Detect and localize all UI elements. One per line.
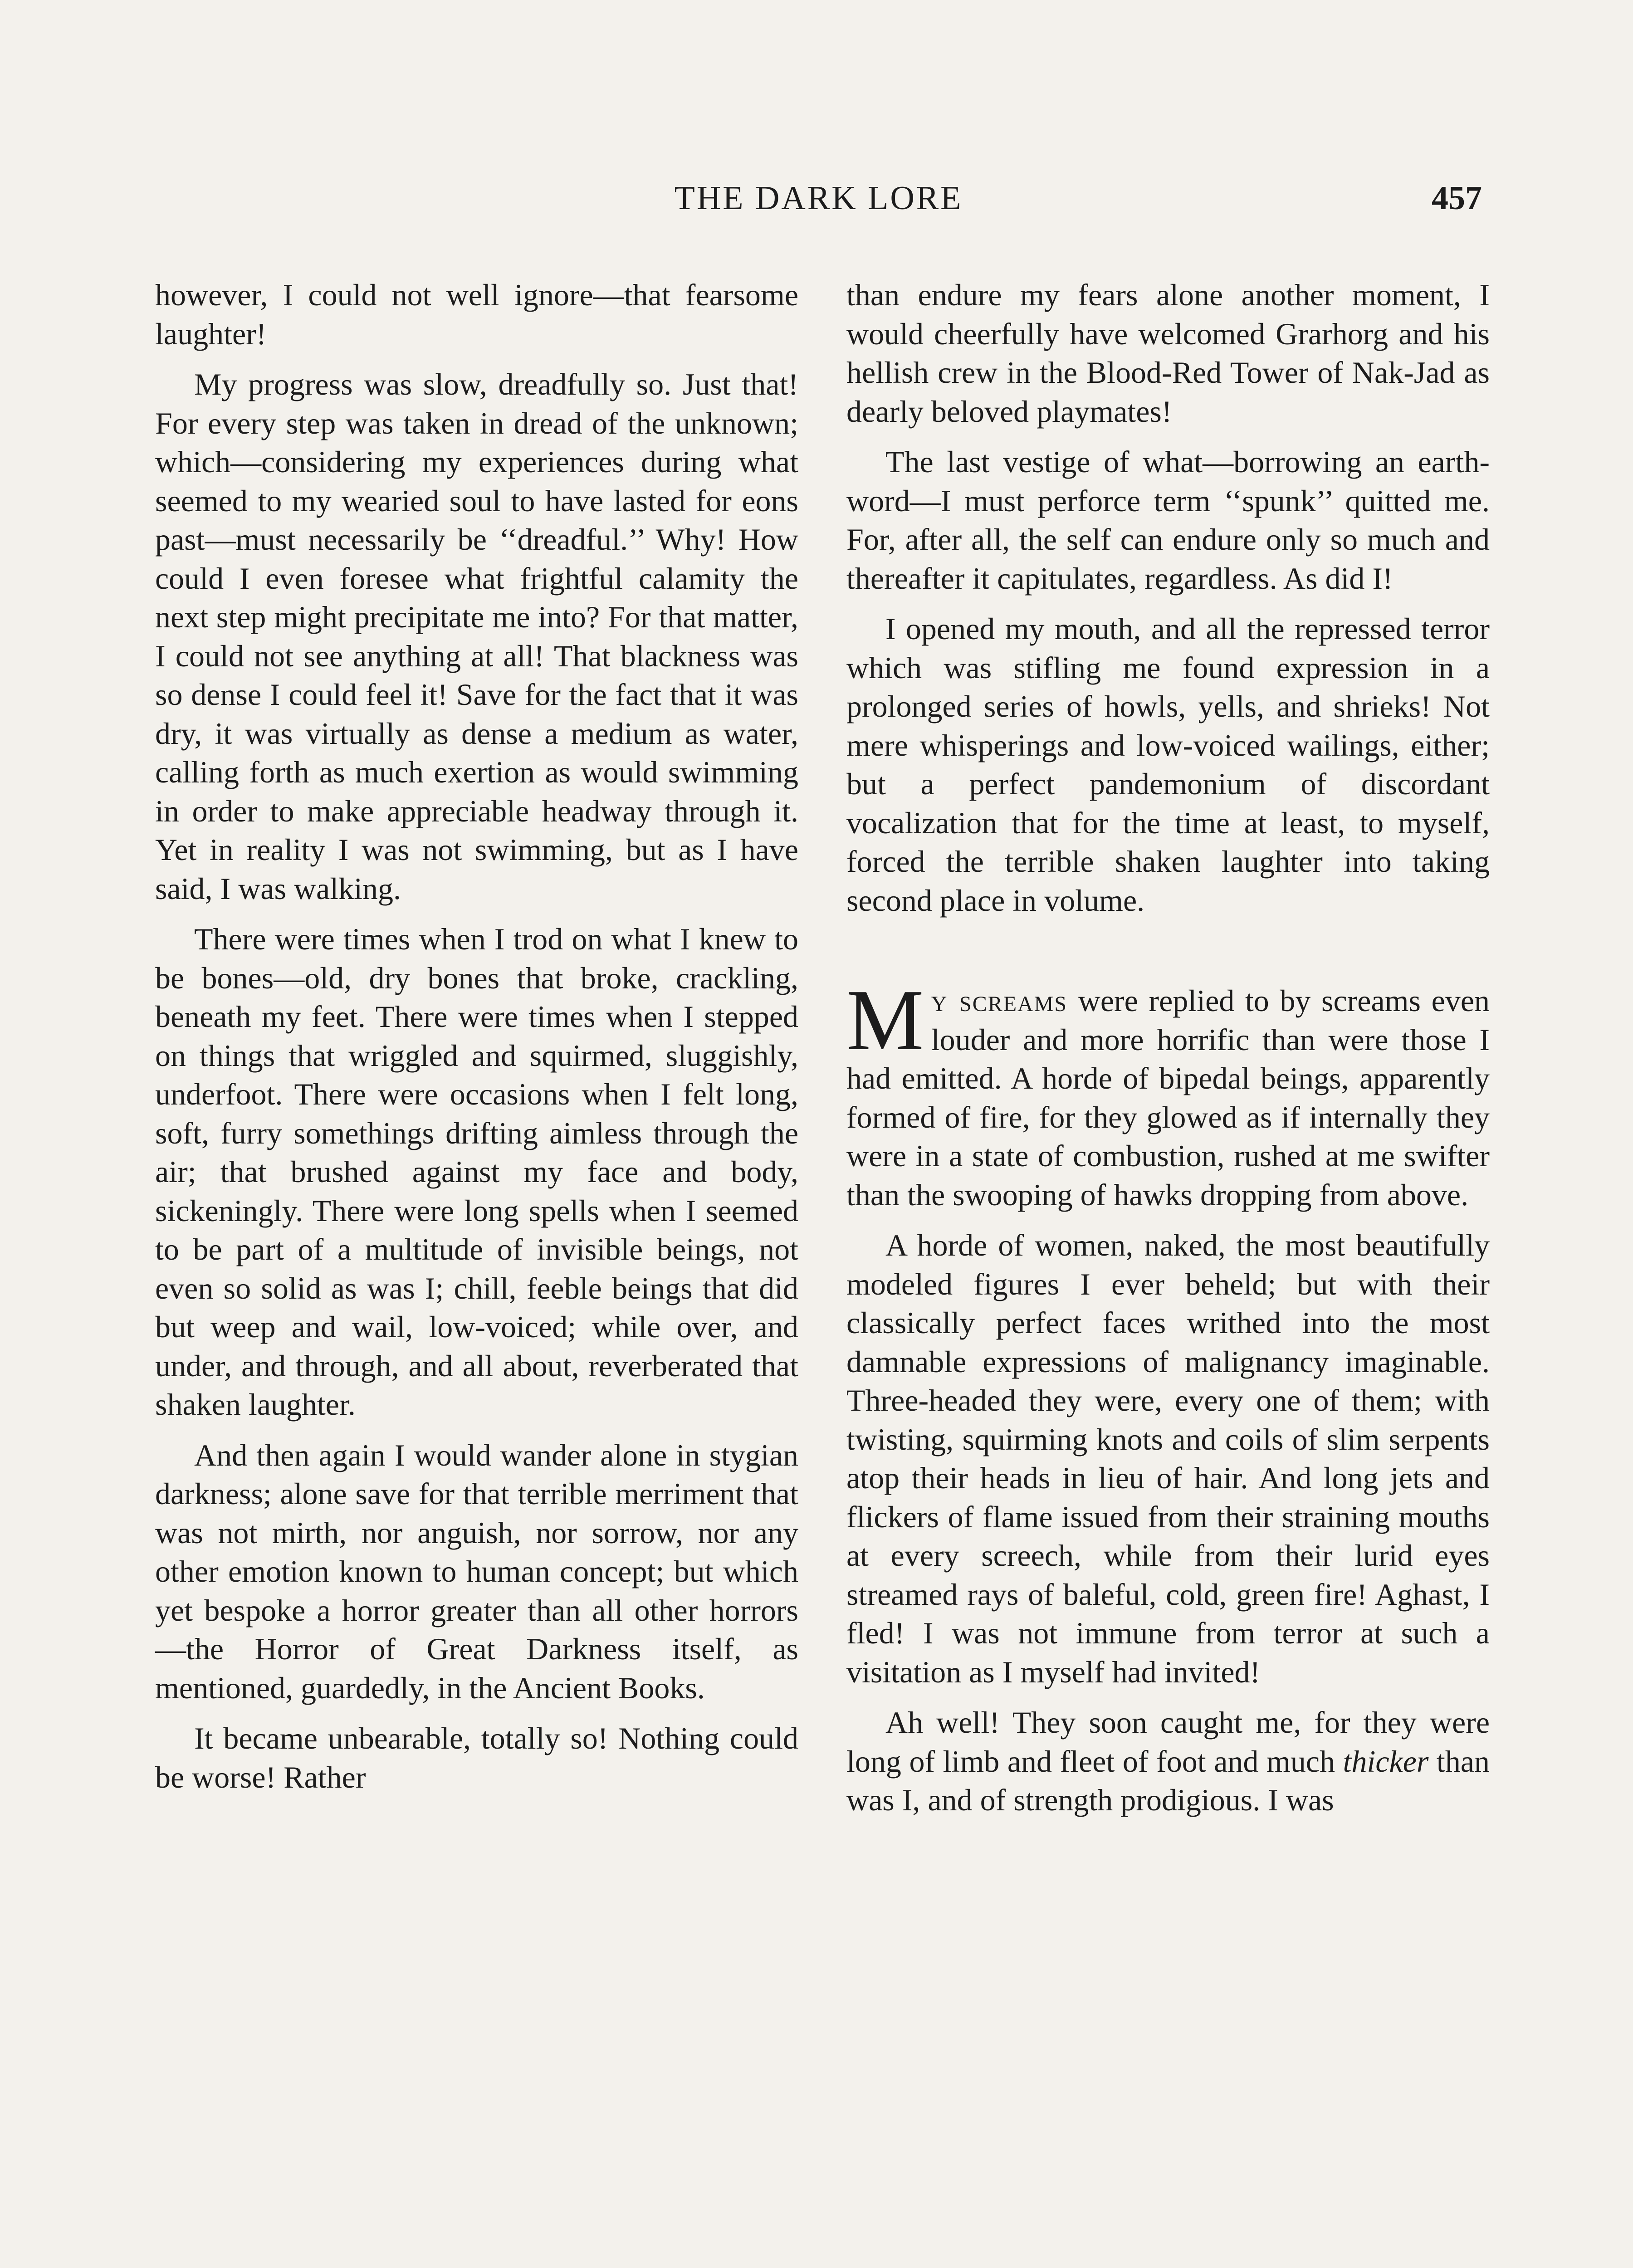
paragraph-text: were replied to by screams even louder and more horrific than were those I had emitted. A horde of bipedal beings, apparently formed of fire, for they glowed as if internally they were in a state of combustion, rushed at me swifter than the swooping of hawks dropping from above. bbox=[846, 983, 1490, 1212]
paragraph: The last vestige of what—borrowing an earth-word—I must perforce term ‘‘spunk’’ quitted me. For, after all, the self can endure only so much and thereafter it capitulates, regardless. As did I! bbox=[846, 445, 1490, 596]
paragraph: I opened my mouth, and all the repressed terror which was stifling me found expression in a prolonged series of howls, yells, and shrieks! Not mere whisperings and low-voiced wailings, either; but a perfect pandemonium of discordant vocalization that for the time at least, to myself, forced the terrible shaken laughter into taking second place in volume. bbox=[846, 611, 1490, 918]
running-title: THE DARK LORE bbox=[674, 180, 963, 217]
paragraph-text: than was I, and of strength prodigious. I was bbox=[846, 1744, 1490, 1817]
page-number: 457 bbox=[1432, 180, 1482, 217]
paragraph: There were times when I trod on what I knew to be bones—old, dry bones that broke, crackling, beneath my feet. There were times when I stepped on things that wriggled and squirmed, sluggishly, underfoot. There were occasions when I felt long, soft, furry somethings drifting aimless through the air; that brushed against my face and body, sickeningly. There were long spells when I seemed to be part of a multitude of invisible beings, not even so solid as was I; chill, feeble beings that did but weep and wail, low-voiced; while over, and under, and through, and all about, reverberated that shaken laughter. bbox=[155, 922, 798, 1422]
section-break bbox=[846, 932, 1490, 982]
paragraph: My progress was slow, dreadfully so. Just that! For every step was taken in dread of the unknown; which—considering my experiences during what seemed to my wearied soul to have lasted for eons past—must necessarily be ‘‘dreadful.’’ Why! How could I even foresee what frightful calamity the next step might precipitate me into? For that matter, I could not see anything at all! That blackness was so dense I could feel it! Save for the fact that it was dry, it was virtually as dense a medium as water, calling forth as much exertion as would swimming in order to make appreciable headway through it. Yet in reality I was not swimming, but as I have said, I was walking. bbox=[155, 367, 798, 906]
page-header bbox=[155, 179, 1482, 229]
drop-cap: M bbox=[846, 972, 924, 1068]
paragraph: A horde of women, naked, the most beautifully modeled figures I ever beheld; but with their classically perfect faces writhed into the most damnable expressions of malignancy imaginable. Three-headed they were, every one of them; with twisting, squirming knots and coils of slim serpents atop their heads in lieu of hair. And long jets and flickers of flame issued from their straining mouths at every screech, while from their lurid eyes streamed rays of baleful, cold, green fire! Aghast, I fled! I was not immune from terror at such a visitation as I myself had invited! bbox=[846, 1228, 1490, 1689]
paragraph: than endure my fears alone another moment, I would cheerfully have welcomed Grarhorg and his hellish crew in the Blood-Red Tower of Nak-Jad as dearly beloved playmates! bbox=[846, 278, 1490, 429]
paragraph bbox=[846, 1703, 1490, 1820]
small-caps-lead: y screams bbox=[931, 983, 1068, 1018]
paragraph: however, I could not well ignore—that fearsome laughter! bbox=[155, 278, 798, 351]
section-opening-paragraph bbox=[846, 972, 1490, 1214]
paragraph: It became unbearable, totally so! Nothing could be worse! Rather bbox=[155, 1721, 798, 1794]
right-column bbox=[846, 276, 1490, 1832]
italic-word: thicker bbox=[1343, 1744, 1429, 1779]
paragraph: And then again I would wander alone in stygian darkness; alone save for that terrible merriment that was not mirth, nor anguish, nor sorrow, nor any other emotion known to human concept; but which yet bespoke a horror greater than all other horrors—the Horror of Great Darkness itself, as mentioned, guardedly, in the Ancient Books. bbox=[155, 1437, 798, 1705]
left-column bbox=[155, 276, 798, 1809]
paragraph-text: Ah well! They soon caught me, for they were long of limb and fleet of foot and much bbox=[846, 1705, 1490, 1779]
